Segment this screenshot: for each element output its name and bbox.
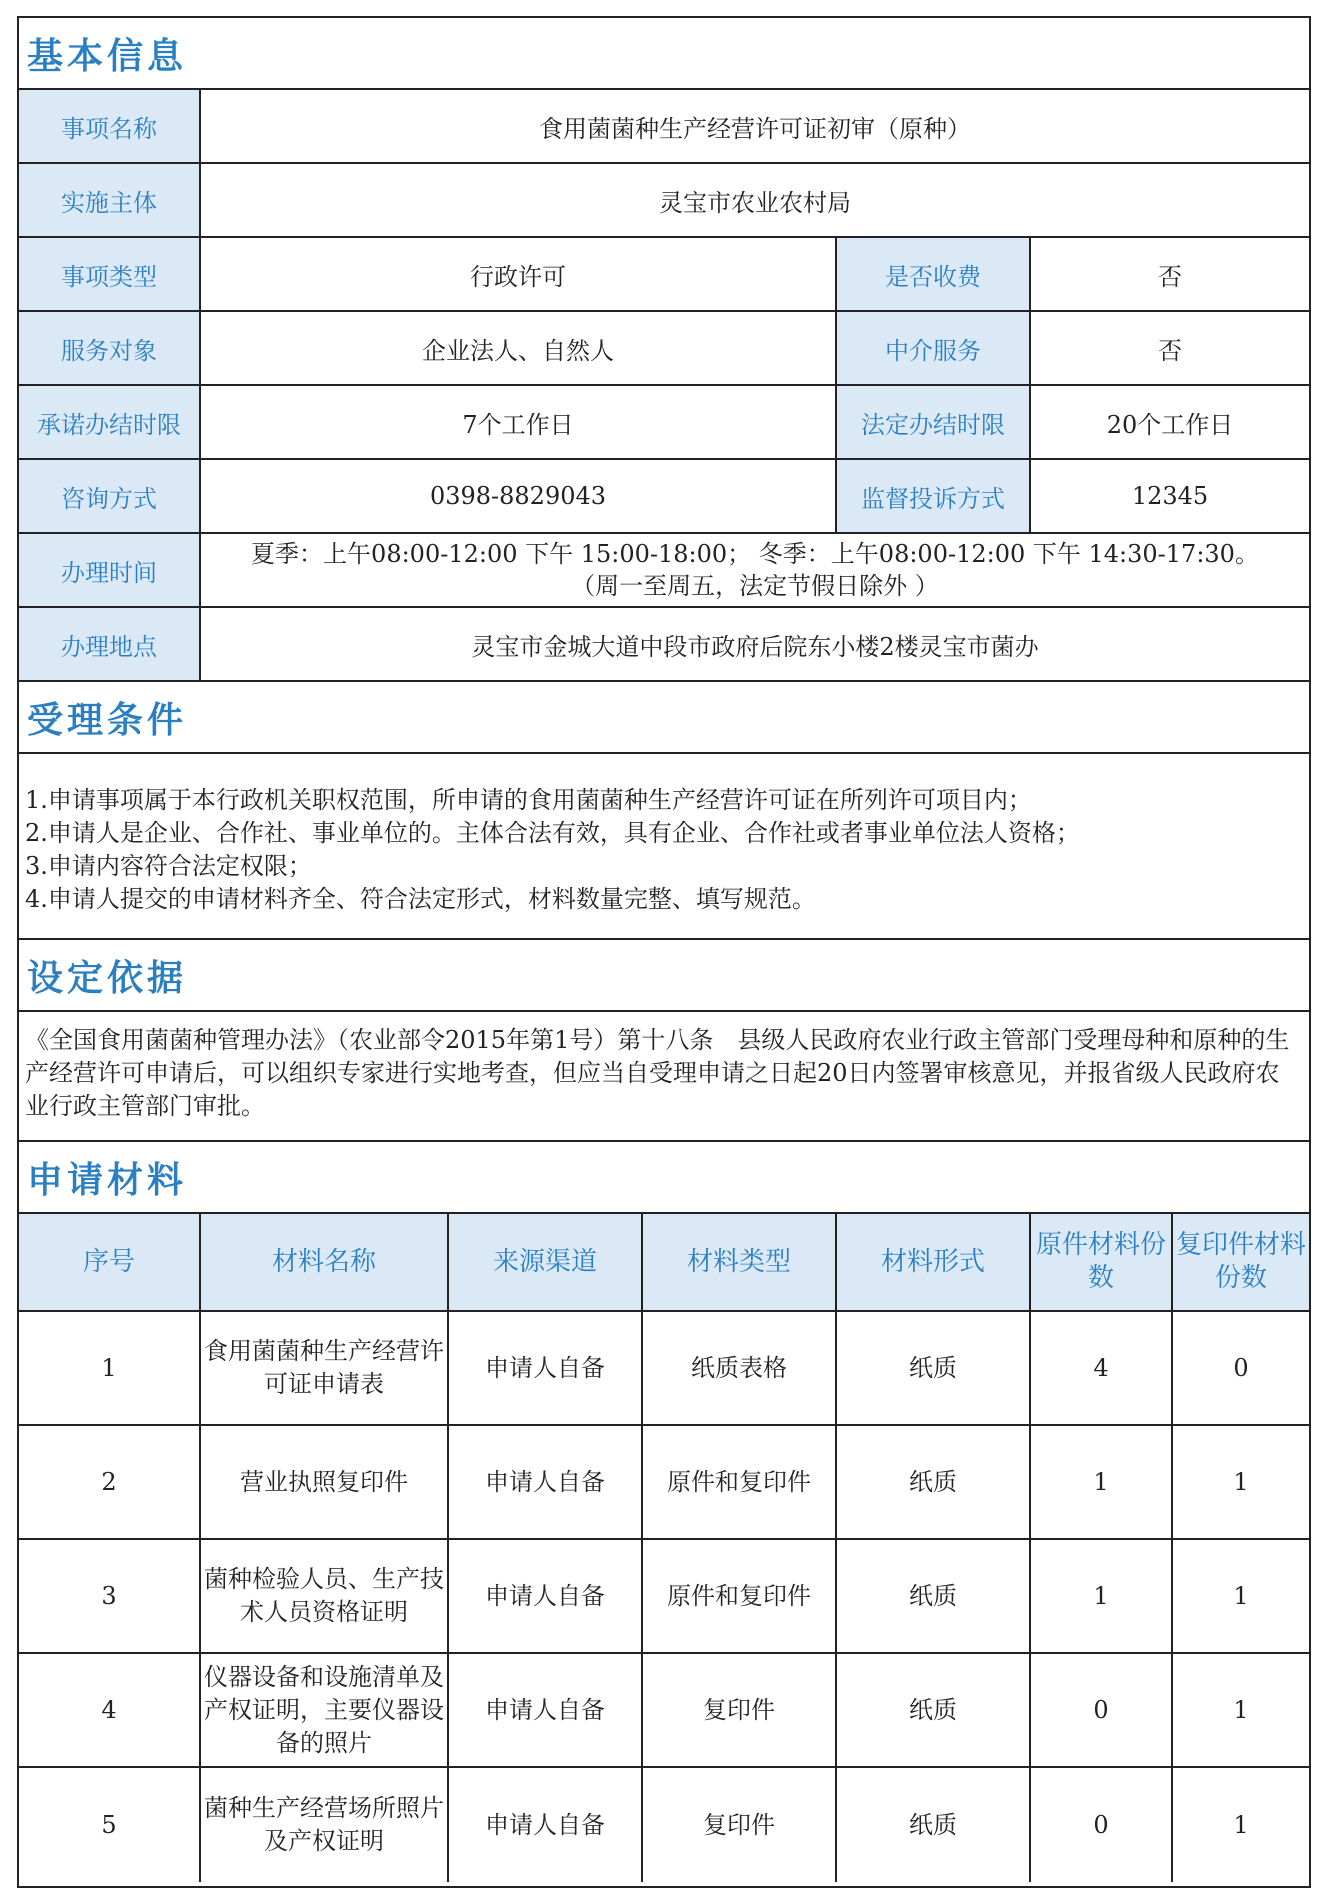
- promise-label: 承诺办结时限: [19, 386, 201, 458]
- place-label: 办理地点: [19, 608, 201, 680]
- row-target: [19, 312, 1309, 386]
- subject-value: 灵宝市农业农村局: [659, 188, 851, 217]
- type-label: 事项类型: [19, 238, 201, 310]
- material-name: 菌种生产经营场所照片及产权证明: [201, 1768, 449, 1882]
- item-name-value: 食用菌菌种生产经营许可证初审（原种）: [539, 114, 971, 143]
- section-title-materials: 申请材料: [19, 1142, 1309, 1214]
- row-place: [19, 608, 1309, 682]
- material-form: 纸质: [837, 1540, 1031, 1652]
- row-time-limit: [19, 386, 1309, 460]
- material-source: 申请人自备: [449, 1312, 643, 1424]
- target-label: 服务对象: [19, 312, 201, 384]
- section-title-basic: 基本信息: [19, 18, 1309, 90]
- material-source: 申请人自备: [449, 1426, 643, 1538]
- fee-value: 否: [1158, 262, 1182, 291]
- material-kind: 原件和复印件: [643, 1426, 837, 1538]
- material-source: 申请人自备: [449, 1654, 643, 1766]
- hours-line-1: 夏季：上午08:00-12:00 下午 15:00-18:00； 冬季：上午08:00-12:00 下午 14:30-17:30。: [251, 540, 1259, 568]
- material-copy-count: 1: [1233, 1695, 1249, 1724]
- table-row: [19, 1540, 1309, 1654]
- complain-value: 12345: [1131, 482, 1209, 510]
- material-orig-count: 1: [1031, 1426, 1173, 1538]
- material-orig-count: 1: [1031, 1540, 1173, 1652]
- consult-value: 0398-8829043: [201, 460, 837, 532]
- legal-label: 法定办结时限: [837, 386, 1031, 458]
- condition-item: 1.申请事项属于本行政机关职权范围，所申请的食用菌菌种生产经营许可证在所列许可项目内；: [25, 786, 1032, 814]
- material-orig-count: 0: [1031, 1768, 1173, 1882]
- header-name: 材料名称: [201, 1214, 449, 1310]
- subject-label: 实施主体: [19, 164, 201, 236]
- material-copy-count: 0: [1233, 1353, 1249, 1382]
- basis-text: 《全国食用菌菌种管理办法》（农业部令2015年第1号）第十八条 县级人民政府农业行政主管部门受理母种和原种的生产经营许可申请后，可以组织专家进行实地考查，但应当自受理申请之日起20日内签署审核意见，并报省级人民政府农业行政主管部门审批。: [19, 1012, 1309, 1142]
- material-orig-count: 0: [1031, 1654, 1173, 1766]
- agency-label: 中介服务: [837, 312, 1031, 384]
- material-no: 3: [19, 1540, 201, 1652]
- table-row: [19, 1654, 1309, 1768]
- consult-label: 咨询方式: [19, 460, 201, 532]
- header-form: 材料形式: [837, 1214, 1031, 1310]
- material-form: 纸质: [837, 1312, 1031, 1424]
- material-no: 5: [19, 1768, 201, 1882]
- header-no: 序号: [19, 1214, 201, 1310]
- section-title-basis: 设定依据: [19, 940, 1309, 1012]
- material-form: 纸质: [837, 1768, 1031, 1882]
- complain-label: 监督投诉方式: [837, 460, 1031, 532]
- hours-value: [201, 534, 1309, 606]
- material-form: 纸质: [837, 1426, 1031, 1538]
- place-value: 灵宝市金城大道中段市政府后院东小楼2楼灵宝市菌办: [471, 632, 1039, 661]
- header-orig-count: 原件材料份数: [1031, 1214, 1173, 1310]
- material-form: 纸质: [837, 1654, 1031, 1766]
- material-copy-count: 1: [1233, 1810, 1249, 1839]
- material-no: 1: [19, 1312, 201, 1424]
- materials-header-row: [19, 1214, 1309, 1312]
- agency-value: 否: [1158, 336, 1182, 365]
- row-hours: [19, 534, 1309, 608]
- fee-label: 是否收费: [837, 238, 1031, 310]
- table-row: [19, 1426, 1309, 1540]
- promise-value: 7个工作日: [201, 386, 837, 458]
- header-kind: 材料类型: [643, 1214, 837, 1310]
- target-value: 企业法人、自然人: [201, 312, 837, 384]
- section-title-conditions: 受理条件: [19, 682, 1309, 754]
- row-type: [19, 238, 1309, 312]
- material-copy-count: 1: [1233, 1467, 1249, 1496]
- header-source: 来源渠道: [449, 1214, 643, 1310]
- table-row: [19, 1768, 1309, 1882]
- material-kind: 纸质表格: [643, 1312, 837, 1424]
- legal-value: 20个工作日: [1106, 410, 1234, 439]
- row-subject: [19, 164, 1309, 238]
- materials-table: [19, 1214, 1309, 1882]
- material-source: 申请人自备: [449, 1540, 643, 1652]
- material-no: 2: [19, 1426, 201, 1538]
- material-kind: 复印件: [643, 1768, 837, 1882]
- type-value: 行政许可: [201, 238, 837, 310]
- material-kind: 原件和复印件: [643, 1540, 837, 1652]
- table-row: [19, 1312, 1309, 1426]
- hours-line-2: （周一至周五，法定节假日除外 ）: [571, 572, 939, 600]
- header-copy-count: 复印件材料份数: [1173, 1214, 1309, 1310]
- material-source: 申请人自备: [449, 1768, 643, 1882]
- material-copy-count: 1: [1233, 1581, 1249, 1610]
- condition-item: 2.申请人是企业、合作社、事业单位的。主体合法有效，具有企业、合作社或者事业单位法人资格；: [25, 819, 1080, 847]
- material-orig-count: 4: [1031, 1312, 1173, 1424]
- service-guide-sheet: [17, 16, 1311, 1888]
- material-name: 营业执照复印件: [201, 1426, 449, 1538]
- material-name: 菌种检验人员、生产技术人员资格证明: [201, 1540, 449, 1652]
- condition-item: 3.申请内容符合法定权限；: [25, 852, 312, 880]
- hours-label: 办理时间: [19, 534, 201, 606]
- condition-item: 4.申请人提交的申请材料齐全、符合法定形式，材料数量完整、填写规范。: [25, 885, 816, 913]
- material-kind: 复印件: [643, 1654, 837, 1766]
- row-item-name: [19, 90, 1309, 164]
- row-consult: [19, 460, 1309, 534]
- material-no: 4: [19, 1654, 201, 1766]
- item-name-label: 事项名称: [19, 90, 201, 162]
- material-name: 仪器设备和设施清单及产权证明，主要仪器设备的照片: [201, 1654, 449, 1766]
- material-name: 食用菌菌种生产经营许可证申请表: [201, 1312, 449, 1424]
- conditions-list: [19, 754, 1309, 940]
